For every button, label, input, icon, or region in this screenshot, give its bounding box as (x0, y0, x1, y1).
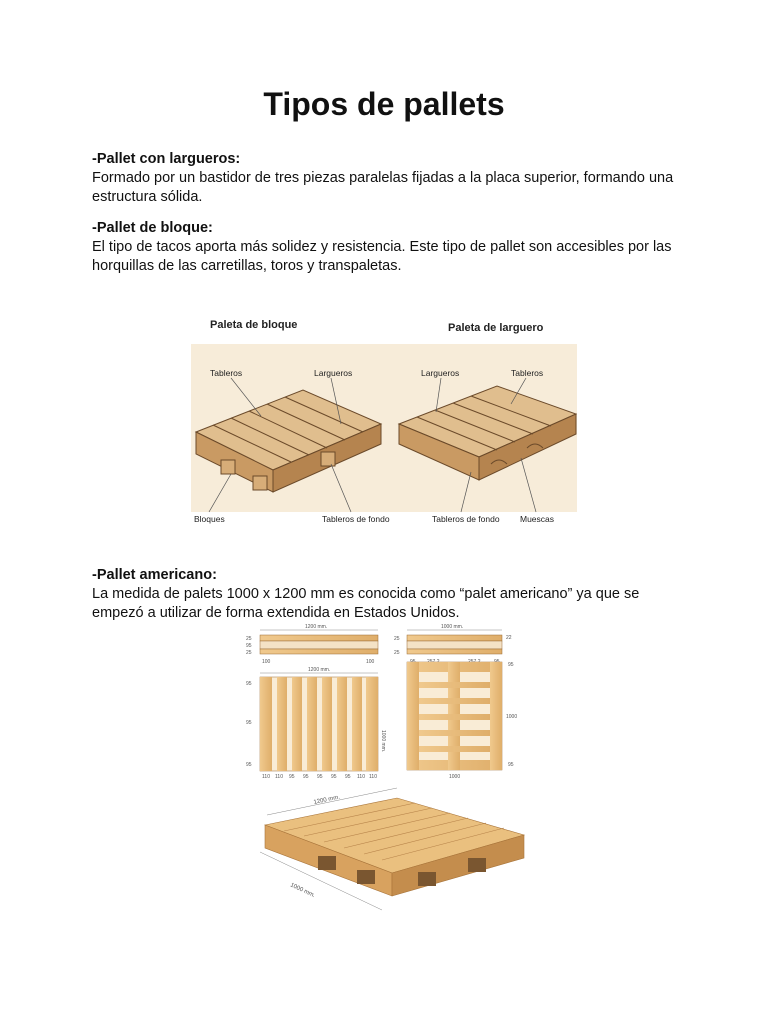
dim-1000-3d: 1000 mm. (289, 882, 316, 900)
dim-95-d: 95 (246, 762, 252, 768)
dim-1200-mid: 1200 mm. (308, 667, 331, 673)
dim-95-j: 95 (508, 762, 514, 768)
svg-text:110: 110 (275, 774, 283, 780)
dim-1200-3d: 1200 mm. (313, 794, 341, 806)
label-largueros-right: Largueros (421, 368, 460, 378)
label-largueros-left: Largueros (314, 368, 353, 378)
dim-1000-right: 1000 (506, 714, 518, 720)
page-title: Tipos de pallets (263, 86, 505, 122)
dim-1000-top: 1000 mm. (441, 624, 464, 630)
dim-95-i: 95 (508, 662, 514, 668)
section-pallet-americano (92, 566, 682, 623)
pallet-types-illustration (191, 312, 577, 532)
svg-text:110: 110 (357, 774, 365, 780)
block-pallet-title: Paleta de bloque (210, 319, 298, 331)
american-pallet-technical-drawing (232, 620, 530, 920)
section-pallet-largueros (92, 150, 682, 207)
svg-text:95: 95 (345, 774, 351, 780)
svg-text:95: 95 (289, 774, 295, 780)
dim-100-b: 100 (366, 659, 375, 665)
pallet-3d-view (260, 788, 524, 910)
dim-22: 22 (506, 635, 512, 641)
section-heading: -Pallet americano: (92, 567, 217, 583)
label-bloques: Bloques (194, 514, 225, 524)
svg-text:95: 95 (317, 774, 323, 780)
dim-1000-bottom: 1000 (449, 774, 461, 780)
section-heading: -Pallet con largueros: (92, 151, 241, 167)
dim-25-b: 25 (246, 650, 252, 656)
dim-25-d: 25 (394, 650, 400, 656)
section-heading: -Pallet de bloque: (92, 220, 213, 236)
dim-25-a: 25 (246, 636, 252, 642)
section-body: La medida de palets 1000 x 1200 mm es conocida como “palet americano” ya que se empezó a utilizar de forma extendida en Estados Unidos. (92, 586, 640, 621)
svg-text:110: 110 (369, 774, 377, 780)
label-tableros-left: Tableros (210, 368, 243, 378)
section-pallet-bloque (92, 219, 682, 276)
dim-100-a: 100 (262, 659, 271, 665)
svg-text:110: 110 (262, 774, 270, 780)
dim-25-c: 25 (394, 636, 400, 642)
bottom-tick-labels (262, 774, 377, 780)
stringer-pallet-title: Paleta de larguero (448, 322, 544, 334)
section-body: Formado por un bastidor de tres piezas paralelas fijadas a la placa superior, formando una estructura sólida. (92, 170, 674, 205)
dim-95-a: 95 (246, 643, 252, 649)
dim-1000-side: 1000 mm. (380, 730, 386, 753)
svg-text:95: 95 (303, 774, 309, 780)
label-tableros-right: Tableros (511, 368, 544, 378)
label-tableros-fondo-left: Tableros de fondo (322, 514, 390, 524)
section-body: El tipo de tacos aporta más solidez y resistencia. Este tipo de pallet son accesibles por las horquillas de las carretillas, toros y transpaletas. (92, 239, 672, 274)
svg-text:95: 95 (331, 774, 337, 780)
dim-95-c: 95 (246, 720, 252, 726)
label-tableros-fondo-right: Tableros de fondo (432, 514, 500, 524)
label-muescas: Muescas (520, 514, 555, 524)
dim-1200-top: 1200 mm. (305, 624, 328, 630)
dim-95-b: 95 (246, 681, 252, 687)
